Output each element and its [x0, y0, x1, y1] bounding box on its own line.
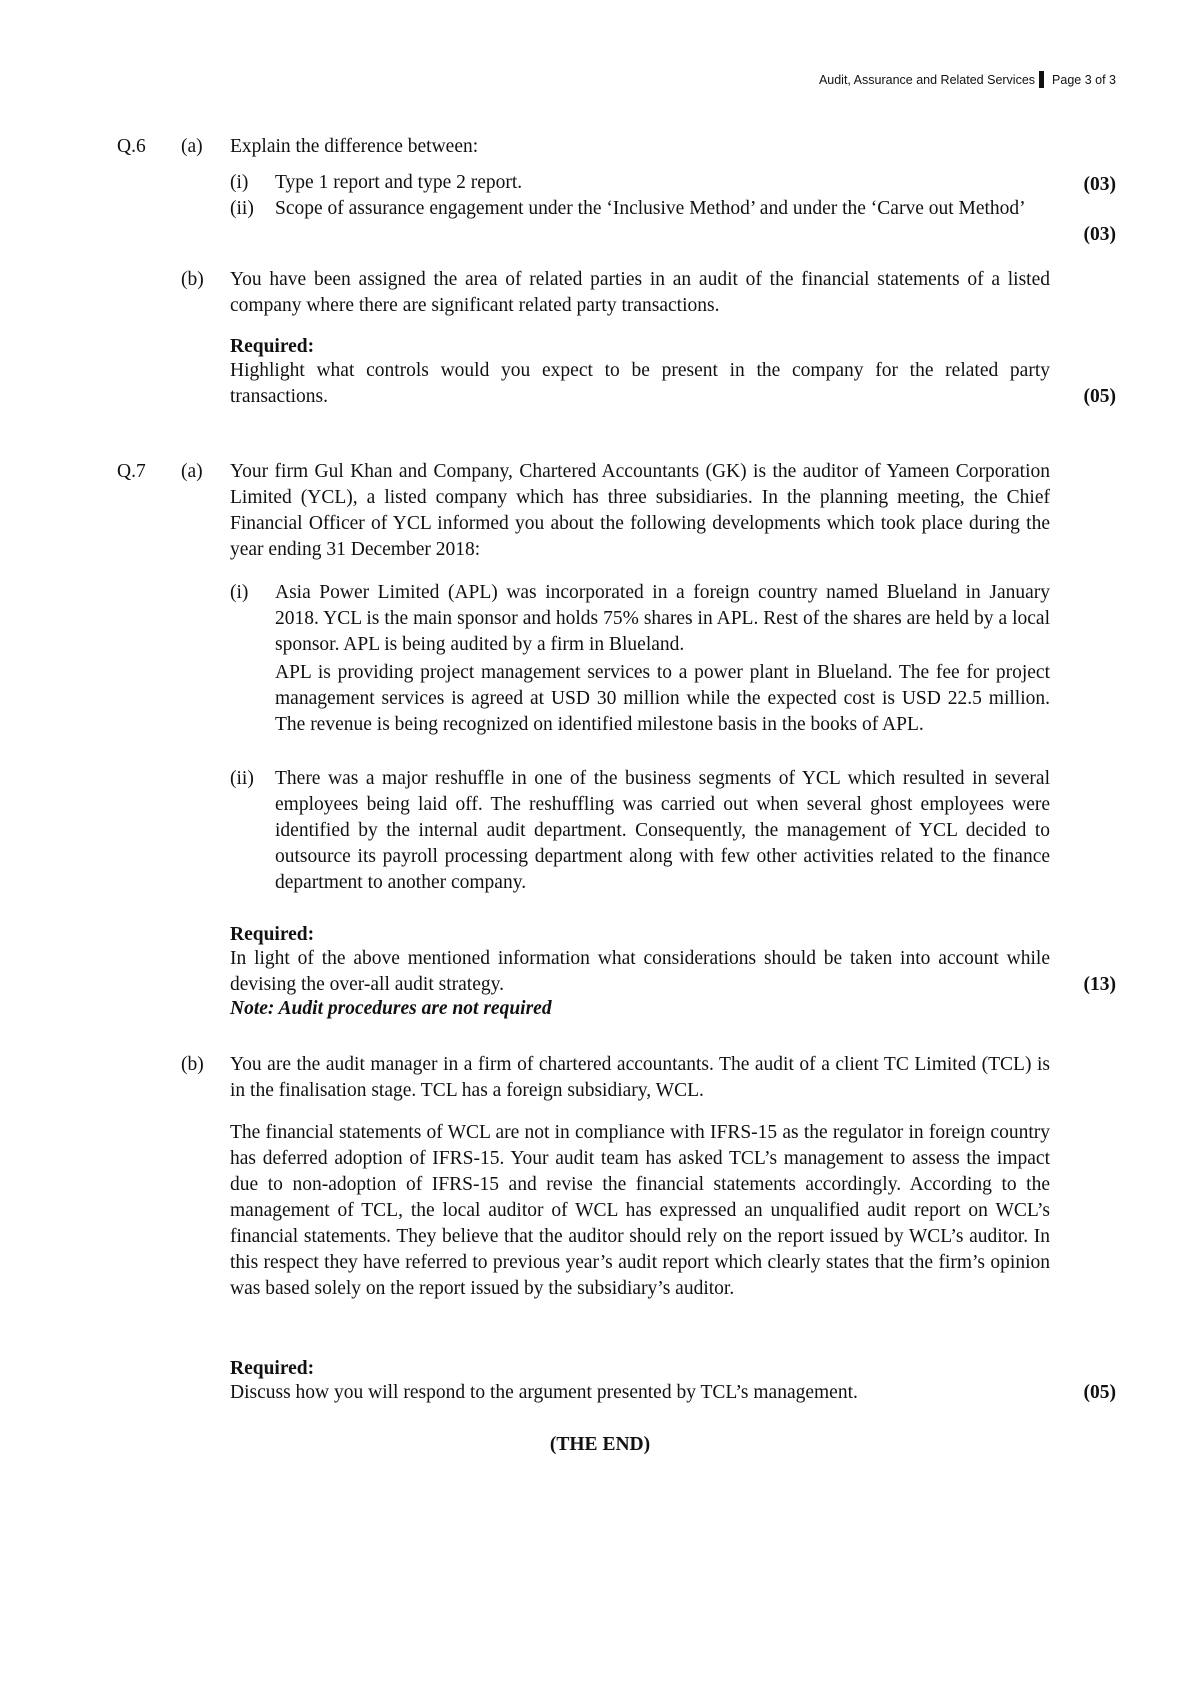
q7-a-i-paragraph-1: Asia Power Limited (APL) was incorporated in a foreign country named Blueland in January 2018. YCL is the main sponsor and holds 75% shares in APL. Rest of the shares are held by a local sponsor. APL is being audited by a firm in Blueland.	[275, 582, 1050, 655]
end-of-paper: (THE END)	[549, 1434, 651, 1455]
q6-a-i-marks: (03)	[1083, 174, 1116, 195]
q6-b-required-label: Required:	[230, 336, 315, 357]
q7-b-required-text: Discuss how you will respond to the argument presented by TCL’s management.	[230, 1382, 858, 1403]
header-divider	[1039, 71, 1044, 88]
q7-a-intro: Your firm Gul Khan and Company, Chartered Accountants (GK) is the auditor of Yameen Corporation Limited (YCL), a listed company which has three subsidiaries. In the planning meeting, the Chief Financial Officer of YCL informed you about the following developments which took place during the year ending 31 December 2018:	[230, 461, 1050, 560]
q7-a-required-text: In light of the above mentioned information what considerations should be taken into account while devising the over-all audit strategy.	[230, 948, 1050, 995]
page-header	[819, 71, 1116, 88]
q6-a-ii-text: Scope of assurance engagement under the ‘Inclusive Method’ and under the ‘Carve out Method’	[275, 198, 1026, 219]
q7-b-required-label: Required:	[230, 1358, 315, 1379]
q6-b-marks: (05)	[1083, 386, 1116, 407]
q7-a-ii-paragraph: There was a major reshuffle in one of the business segments of YCL which resulted in several employees being laid off. The reshuffling was carried out when several ghost employees were identified by the internal audit department. Consequently, the management of YCL decided to outsource its payroll processing department along with few other activities related to the finance department to another company.	[275, 768, 1050, 893]
q6-a-ii-label: (ii)	[230, 198, 254, 219]
q7-part-b-label: (b)	[181, 1054, 204, 1075]
q7-a-note: Note: Audit procedures are not required	[230, 998, 552, 1019]
q6-part-b-label: (b)	[181, 269, 204, 290]
q6-b-text: You have been assigned the area of related parties in an audit of the financial statements of a listed company where there are significant related party transactions.	[230, 269, 1050, 316]
q7-a-i-paragraph-2: APL is providing project management services to a power plant in Blueland. The fee for project management services is agreed at USD 30 million while the expected cost is USD 22.5 million. The revenue is being recognized on identified milestone basis in the books of APL.	[275, 662, 1050, 735]
q6-part-a-label: (a)	[181, 136, 203, 157]
q6-a-i-text: Type 1 report and type 2 report.	[275, 172, 523, 193]
q7-a-required-label: Required:	[230, 924, 315, 945]
q7-a-marks: (13)	[1083, 974, 1116, 995]
question-number-7: Q.7	[117, 461, 146, 482]
q7-a-i-label: (i)	[230, 582, 249, 603]
header-page-number: Page 3 of 3	[1052, 72, 1116, 87]
q7-a-ii-label: (ii)	[230, 768, 254, 789]
header-title: Audit, Assurance and Related Services	[818, 72, 1036, 87]
question-number-6: Q.6	[117, 136, 146, 157]
q7-part-a-label: (a)	[181, 461, 203, 482]
q6-a-i-label: (i)	[230, 172, 249, 193]
q7-b-paragraph-1: You are the audit manager in a firm of chartered accountants. The audit of a client TC Limited (TCL) is in the finalisation stage. TCL has a foreign subsidiary, WCL.	[230, 1054, 1050, 1101]
q6-b-required-text: Highlight what controls would you expect to be present in the company for the related party transactions.	[230, 360, 1050, 407]
q7-b-paragraph-2: The financial statements of WCL are not in compliance with IFRS-15 as the regulator in foreign country has deferred adoption of IFRS-15. Your audit team has asked TCL’s management to assess the impact due to non-adoption of IFRS-15 and revise the financial statements accordingly. According to the management of TCL, the local auditor of WCL has expressed an unqualified audit report on WCL’s financial statements. They believe that the auditor should rely on the report issued by WCL’s auditor. In this respect they have referred to previous year’s audit report which clearly states that the firm’s opinion was based solely on the report issued by the subsidiary’s auditor.	[230, 1122, 1050, 1299]
q6-a-ii-marks: (03)	[1083, 224, 1116, 245]
q7-b-marks: (05)	[1083, 1382, 1116, 1403]
q6-a-intro: Explain the difference between:	[230, 136, 479, 157]
